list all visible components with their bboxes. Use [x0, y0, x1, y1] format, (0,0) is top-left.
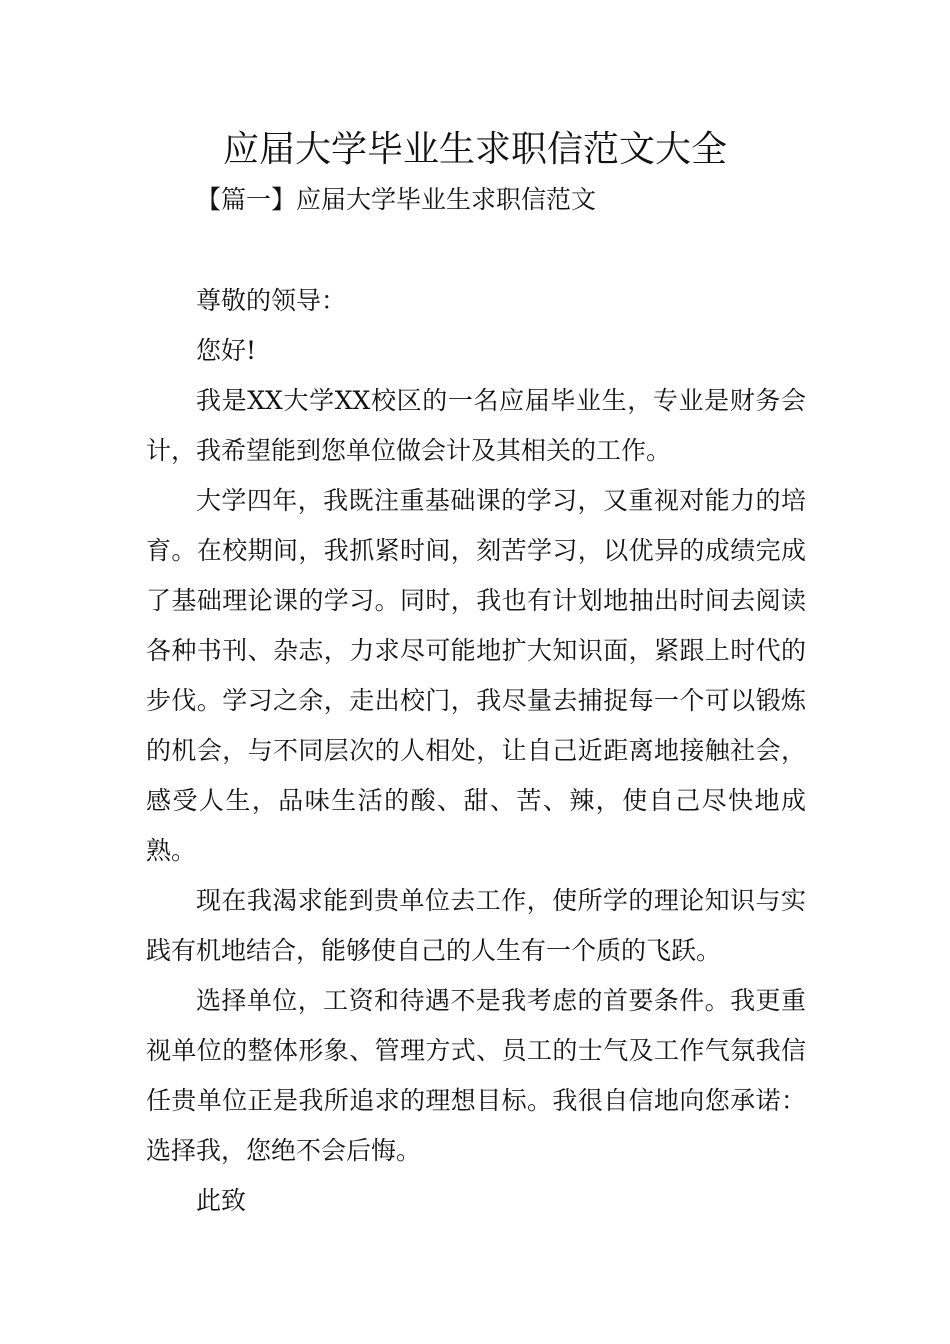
salutation: 尊敬的领导：	[196, 286, 347, 315]
closing: 此致	[196, 1186, 247, 1215]
body-paragraph: 选择单位，工资和待遇不是我考虑的首要条件。我更重视单位的整体形象、管理方式、员工的士气及工作气氛我信任贵单位正是我所追求的理想目标。我很自信地向您承诺：选择我，您绝不会后悔。	[146, 986, 806, 1165]
body-paragraph: 我是XX大学XX校区的一名应届毕业生，专业是财务会计，我希望能到您单位做会计及其相关的工作。	[146, 386, 806, 465]
body-paragraph: 大学四年，我既注重基础课的学习，又重视对能力的培育。在校期间，我抓紧时间，刻苦学习，以优异的成绩完成了基础理论课的学习。同时，我也有计划地抽出时间去阅读各种书刊、杂志，力求尽可能地扩大知识面，紧跟上时代的步伐。学习之余，走出校门，我尽量去捕捉每一个可以锻炼的机会，与不同层次的人相处，让自己近距离地接触社会，感受人生，品味生活的酸、甜、苦、辣，使自己尽快地成熟。	[146, 486, 806, 865]
letter-body	[146, 276, 806, 1226]
section-heading: 【篇一】应届大学毕业生求职信范文	[196, 185, 597, 214]
body-paragraph: 现在我渴求能到贵单位去工作，使所学的理论知识与实践有机地结合，能够使自己的人生有一个质的飞跃。	[146, 886, 806, 965]
greeting: 您好!	[196, 336, 257, 365]
document-title: 应届大学毕业生求职信范文大全	[222, 129, 727, 170]
